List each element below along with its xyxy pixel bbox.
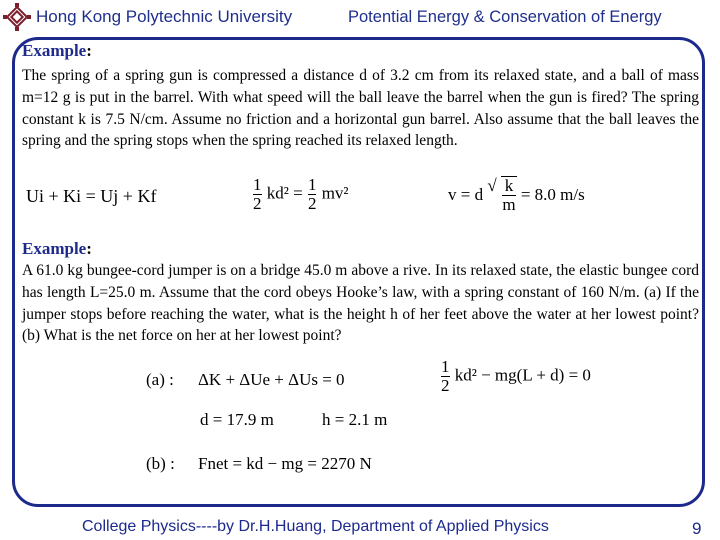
- part-a-label: (a) :: [146, 370, 174, 389]
- result-h: h = 2.1 m: [322, 410, 388, 429]
- university-name: Hong Kong Polytechnic University: [36, 7, 293, 26]
- part-b-label: (b) :: [146, 454, 175, 473]
- part-b-eq: Fnet = kd − mg = 2270 N: [198, 454, 372, 473]
- example1-eq3: v = d √ $\frac{k}{m}$ = 8.0 m/s: [448, 176, 585, 214]
- page-number: 9: [692, 519, 702, 538]
- example1-eq2: $\frac{1}{2}$ kd² = $\frac{1}{2}$ mv²: [253, 175, 349, 213]
- header: [0, 0, 720, 36]
- result-d: d = 17.9 m: [200, 410, 274, 429]
- example2-heading: Example:: [22, 239, 92, 258]
- part-a-eq: ΔK + ΔUe + ΔUs = 0: [198, 370, 345, 389]
- polyu-logo-icon: [2, 2, 32, 32]
- example1-eq1: Ui + Ki = Uj + Kf: [26, 186, 157, 206]
- footer-credit: College Physics----by Dr.H.Huang, Department of Applied Physics: [82, 518, 549, 535]
- slide-topic: Potential Energy & Conservation of Energy: [348, 8, 662, 26]
- part-a-eq2: $\frac{1}{2}$ kd² − mg(L + d) = 0: [441, 357, 591, 395]
- example1-heading: Example:: [22, 41, 92, 60]
- example1-text: The spring of a spring gun is compressed a distance d of 3.2 cm from its relaxed state, and a ball of mass m=12 g is put in the barrel. With what speed will the ball leave the barrel when the gun is fired? The spring constant k is 7.5 N/cm. Assume no friction and a horizontal gun barrel. Also assume that the ball leaves the spring and the spring stops when the spring reached its relaxed length.: [22, 67, 699, 150]
- example2-text: A 61.0 kg bungee-cord jumper is on a bridge 45.0 m above a rive. In its relaxed state, the elastic bungee cord has length L=25.0 m. Assume that the cord obeys Hooke’s law, with a spring constant of 160 N/m. (a) If the jumper stops before reaching the water, what is the height h of her feet above the water at her lowest point? (b) What is the net force on her at her lowest point?: [22, 262, 699, 345]
